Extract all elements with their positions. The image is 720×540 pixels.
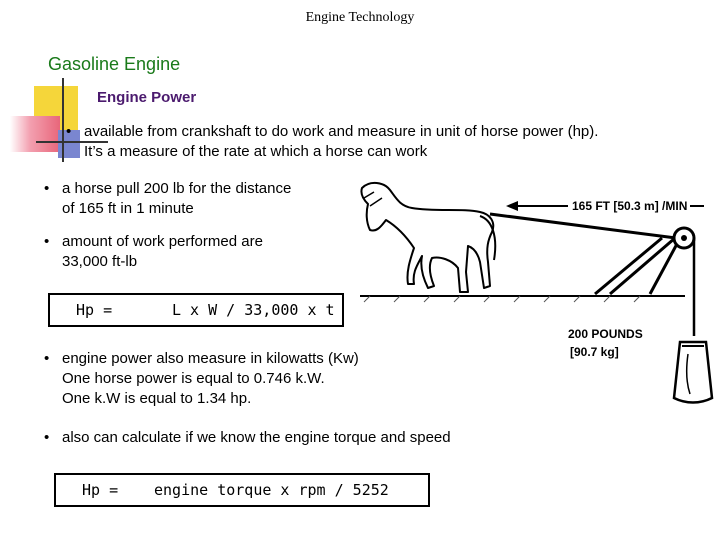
bullet-horse-pull	[44, 179, 344, 221]
bullet-text: engine power also measure in kilowatts (Kw)	[62, 350, 359, 367]
weight-label: 200 POUNDS	[568, 327, 643, 341]
slide-header: Engine Technology	[305, 10, 415, 25]
pulley-wheel-icon	[674, 228, 694, 248]
formula-lhs: Hp =	[82, 481, 119, 499]
slide-title: Gasoline Engine	[48, 54, 181, 74]
weight-bag-icon	[674, 342, 712, 403]
bullet-text: of 165 ft in 1 minute	[62, 200, 194, 217]
bullet-text: It’s a measure of the rate at which a horse can work	[84, 143, 428, 160]
rope	[490, 214, 676, 238]
deco-red-block	[10, 116, 60, 152]
bullet-text: 33,000 ft-lb	[62, 253, 138, 270]
horse-pulley-illustration	[340, 176, 718, 408]
bullet-dot: •	[44, 350, 50, 367]
bullet-dot: •	[66, 123, 72, 140]
bullet-dot: •	[44, 180, 50, 197]
bullet-work-performed	[44, 232, 344, 274]
pulley-frame	[595, 232, 682, 294]
section-subtitle: Engine Power	[97, 89, 197, 106]
deco-vertical-line	[62, 78, 64, 162]
bullet-text: One horse power is equal to 0.746 k.W.	[62, 370, 325, 387]
formula-rhs: engine torque x rpm / 5252	[154, 481, 389, 499]
bullet-crankshaft	[66, 122, 716, 164]
bullet-text: available from crankshaft to do work and measure in unit of horse power (hp).	[84, 123, 599, 140]
horse-icon	[361, 183, 495, 292]
weight-label-metric: [90.7 kg]	[570, 345, 619, 359]
bullet-text: also can calculate if we know the engine torque and speed	[62, 429, 451, 446]
bullet-text: a horse pull 200 lb for the distance	[62, 180, 292, 197]
formula-box-torque	[54, 473, 430, 507]
formula-rhs: L x W / 33,000 x t	[172, 301, 335, 319]
bullet-dot: •	[44, 233, 50, 250]
formula-box-hp	[48, 293, 344, 327]
bullet-text: amount of work performed are	[62, 233, 263, 250]
ground-line	[360, 296, 685, 302]
bullet-dot: •	[44, 429, 50, 446]
bullet-text: One k.W is equal to 1.34 hp.	[62, 390, 252, 407]
distance-label: 165 FT [50.3 m] /MIN	[572, 199, 688, 213]
bullet-torque-speed	[44, 428, 564, 450]
formula-lhs: Hp =	[76, 301, 113, 319]
